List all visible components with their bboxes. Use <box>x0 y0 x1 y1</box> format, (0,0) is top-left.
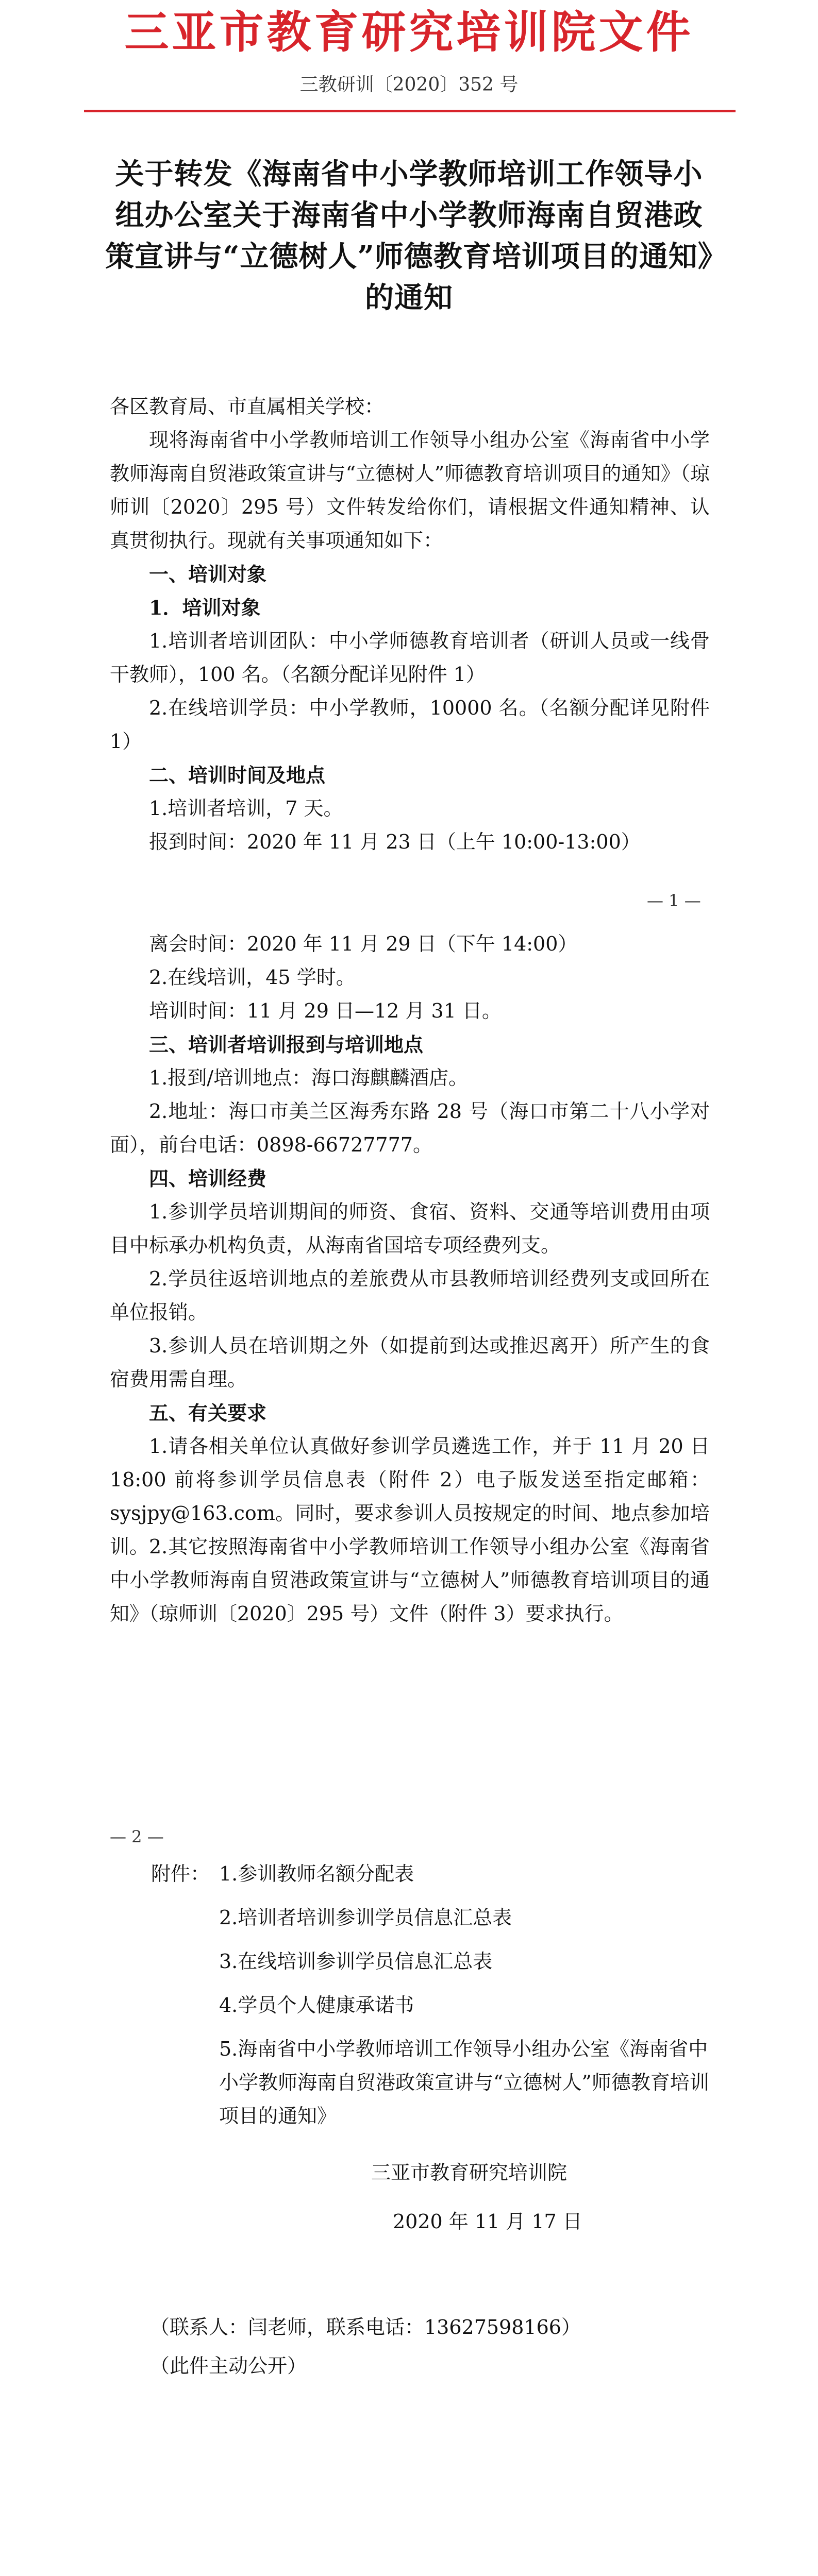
section-2-para-5: 培训时间：11 月 29 日—12 月 31 日。 <box>149 999 502 1022</box>
section-4-para-1: 1.参训学员培训期间的师资、食宿、资料、交通等培训费用由项目中标承办机构负责，从海南省国培专项经费列支。 <box>110 1200 710 1257</box>
section-5-para-1: 1.请各相关单位认真做好参训学员遴选工作，并于 11 月 20 日 18:00 前将参训学员信息表（附件 2）电子版发送至指定邮箱：sysjpy@163.com。同时，要求参训人员按规定的时间、地点参加培训。 <box>110 1435 710 1558</box>
section-2-heading: 二、培训时间及地点 <box>149 764 326 787</box>
contact-info: （联系人：闫老师，联系电话：13627598166） <box>150 2316 581 2338</box>
public-note: （此件主动公开） <box>150 2354 307 2377</box>
intro-paragraph: 现将海南省中小学教师培训工作领导小组办公室《海南省中小学教师海南自贸港政策宣讲与“立德树人”师德教育培训项目的通知》（琼师训〔2020〕295 号）文件转发给你们，请根据文件通知精神、认真贯彻执行。现就有关事项通知如下： <box>110 429 710 552</box>
attachment-item-2: 2.培训者培训参训学员信息汇总表 <box>219 1906 512 1929</box>
section-2-para-2: 报到时间：2020 年 11 月 23 日（上午 10:00-13:00） <box>149 831 641 853</box>
section-1-heading: 一、培训对象 <box>149 563 267 586</box>
attachments-label: 附件： <box>151 1862 210 1885</box>
attachment-item-3: 3.在线培训参训学员信息汇总表 <box>219 1950 493 1973</box>
document-number: 三教研训〔2020〕352 号 <box>299 74 519 95</box>
attachment-item-4: 4.学员个人健康承诺书 <box>219 1994 414 2016</box>
section-2-para-4: 2.在线培训，45 学时。 <box>149 966 356 989</box>
header-red-rule <box>84 110 736 112</box>
document-header-title: 三亚市教育研究培训院文件 <box>124 6 694 58</box>
section-4-heading: 四、培训经费 <box>149 1167 267 1190</box>
section-4-para-2: 2.学员往返培训地点的差旅费从市县教师培训经费列支或回所在单位报销。 <box>110 1267 710 1324</box>
attachment-item-5: 5.海南省中小学教师培训工作领导小组办公室《海南省中小学教师海南自贸港政策宣讲与“立德树人”师德教育培训项目的通知》 <box>219 2038 709 2127</box>
section-1-para-1: 1.培训者培训团队：中小学师德教育培训者（研训人员或一线骨干教师），100 名。（名额分配详见附件 1） <box>110 630 710 686</box>
section-2-para-3: 离会时间：2020 年 11 月 29 日（下午 14:00） <box>149 933 578 955</box>
section-5-heading: 五、有关要求 <box>149 1401 267 1425</box>
signature-date: 2020 年 11 月 17 日 <box>393 2210 582 2233</box>
section-1-subheading: 1．培训对象 <box>149 596 261 619</box>
section-3-para-1: 1.报到/培训地点：海口海麒麟酒店。 <box>149 1066 469 1089</box>
signature-organization: 三亚市教育研究培训院 <box>371 2161 567 2184</box>
section-1-para-2: 2.在线培训学员：中小学教师，10000 名。（名额分配详见附件 1） <box>110 697 710 753</box>
section-4-para-3: 3.参训人员在培训期之外（如提前到达或推迟离开）所产生的食宿费用需自理。 <box>110 1334 710 1391</box>
section-2-para-1: 1.培训者培训，7 天。 <box>149 797 343 820</box>
section-3-para-2: 2.地址：海口市美兰区海秀东路 28 号（海口市第二十八小学对面），前台电话：0898-66727777。 <box>110 1100 710 1156</box>
page-number-2: — 2 — <box>110 1827 164 1846</box>
section-3-heading: 三、培训者培训报到与培训地点 <box>149 1033 424 1056</box>
document-title: 关于转发《海南省中小学教师培训工作领导小组办公室关于海南省中小学教师海南自贸港政策宣讲与“立德树人”师德教育培训项目的通知》的通知 <box>105 157 713 315</box>
page-number-1: — 1 — <box>647 891 701 910</box>
section-5-para-2: 2.其它按照海南省中小学教师培训工作领导小组办公室《海南省中小学教师海南自贸港政策宣讲与“立德树人”师德教育培训项目的通知》（琼师训〔2020〕295 号）文件（附件 3）要求执行。 <box>110 1535 710 1625</box>
attachment-item-1: 1.参训教师名额分配表 <box>219 1862 414 1885</box>
salutation: 各区教育局、市直属相关学校： <box>110 395 385 418</box>
